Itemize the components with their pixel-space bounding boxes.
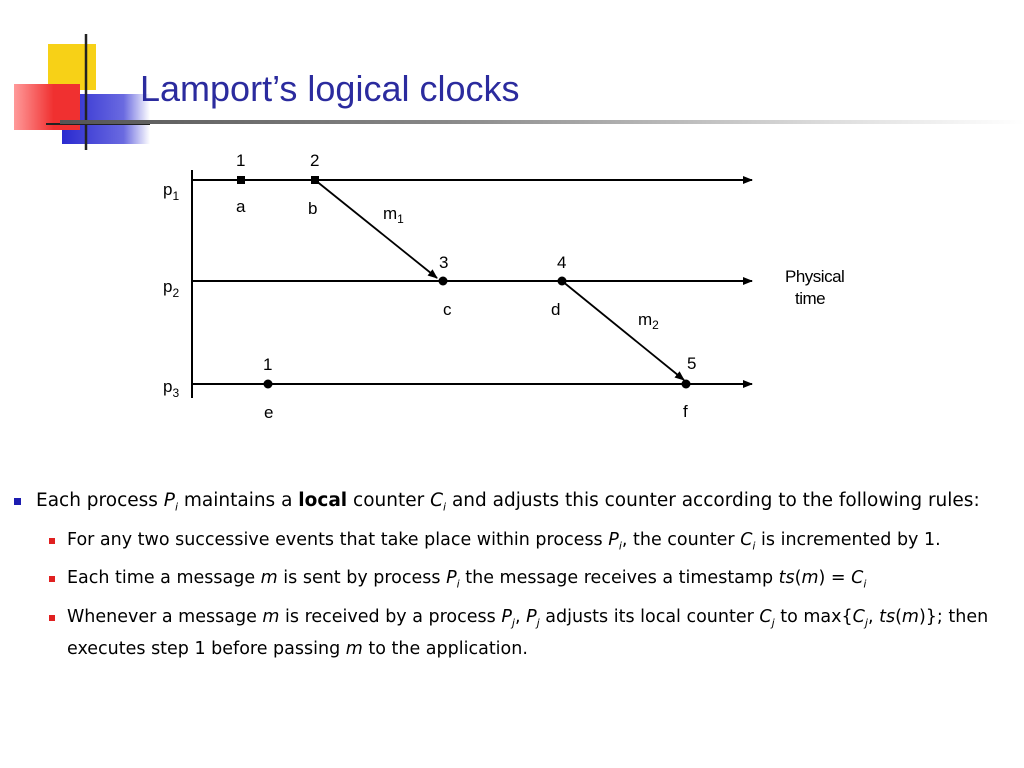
- message-label-m1: $m_1$: [383, 204, 404, 226]
- main-bullet: Each process $P_i$ maintains a local counter $C_i$ and adjusts this counter according to the following rules:: [14, 487, 1014, 521]
- event-label-f: f: [683, 402, 688, 421]
- process-label-p3: $p_3$: [163, 377, 180, 400]
- event-label-e: e: [264, 403, 274, 422]
- event-point-c: [439, 277, 448, 286]
- event-point-f: [682, 380, 691, 389]
- process-label-p2: $p_2$: [163, 277, 180, 300]
- rules-text: [14, 487, 1014, 663]
- message-label-m2: $m_2$: [638, 310, 659, 332]
- event-point-a: [237, 176, 245, 184]
- clock-value-e: 1: [263, 355, 273, 374]
- event-label-b: b: [308, 199, 318, 218]
- clock-value-d: 4: [557, 253, 567, 272]
- physical-time-label: Physical: [785, 267, 845, 286]
- process-label-p1: $p_1$: [163, 180, 180, 203]
- event-point-d: [558, 277, 567, 286]
- physical-time-label-2: time: [795, 289, 826, 308]
- clock-value-c: 3: [439, 253, 449, 272]
- rule-bullet-3: Whenever a message m is received by a process $P_j$, $P_j$ adjusts its local counter $C_j$ to $\max\{C_j$, ts(m)}; then executes step 1 before passing m to the application.: [14, 604, 1014, 664]
- rule-bullet-2: Each time a message m is sent by process $P_i$ the message receives a timestamp $ts(m) = C_i$: [14, 565, 1014, 598]
- rule-bullet-1: For any two successive events that take place within process $P_i$, the counter $C_i$ is incremented by 1.: [14, 527, 1014, 560]
- message-arrow-m1: [315, 180, 437, 278]
- slide-title: Lamport’s logical clocks: [140, 68, 520, 109]
- clock-value-f: 5: [687, 354, 697, 373]
- clock-value-a: 1: [236, 151, 246, 170]
- event-label-a: a: [236, 197, 246, 216]
- event-point-e: [264, 380, 273, 389]
- event-label-d: d: [551, 300, 561, 319]
- clock-value-b: 2: [310, 151, 320, 170]
- event-label-c: c: [443, 300, 452, 319]
- message-arrow-m2: [562, 281, 684, 380]
- event-point-b: [311, 176, 319, 184]
